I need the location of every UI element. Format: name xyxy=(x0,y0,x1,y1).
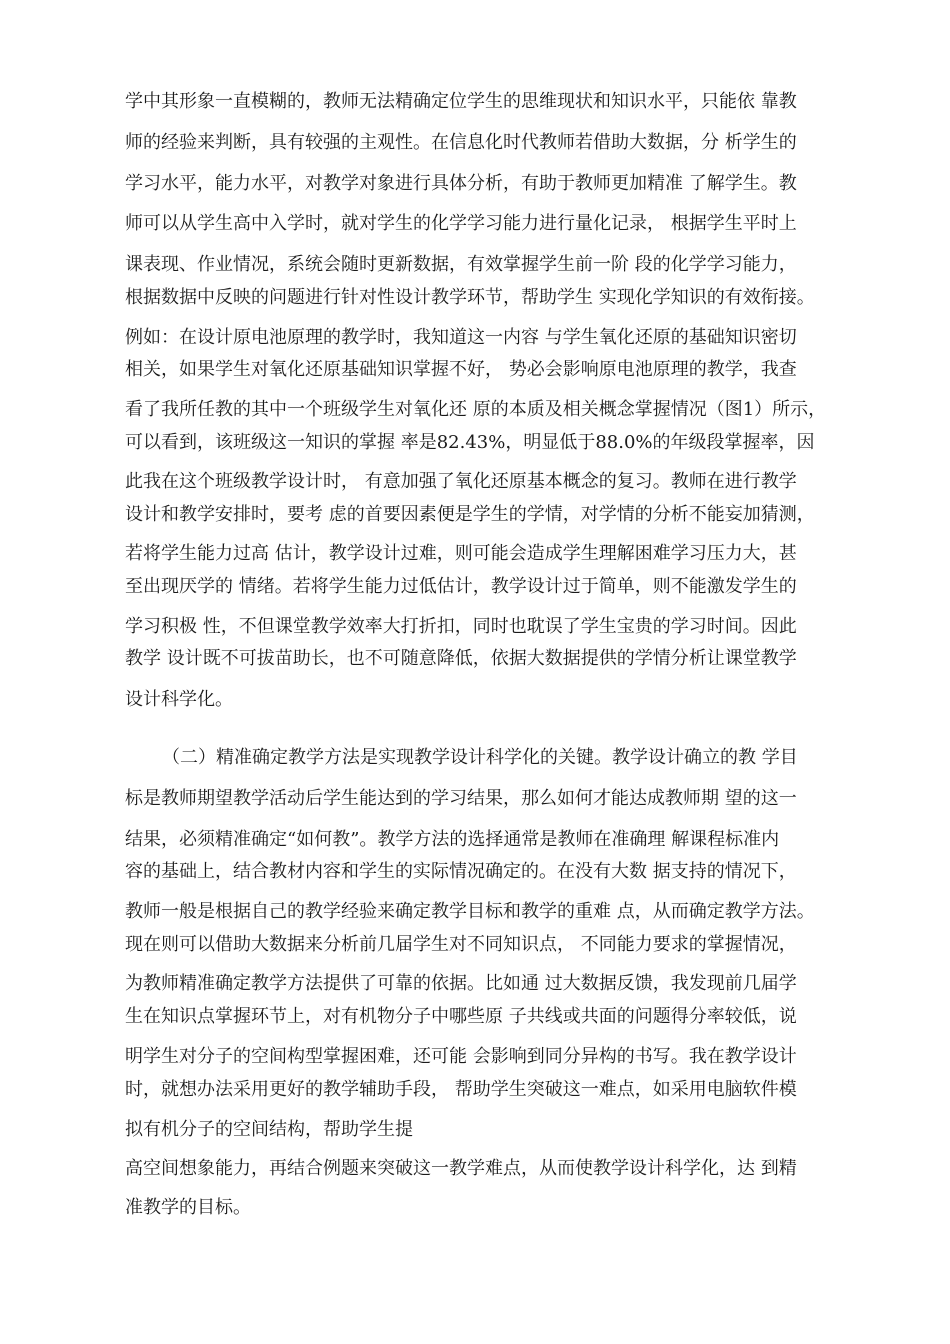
text-line: 学习水平，能力水平，对教学对象进行具体分析，有助于教师更加精准 了解学生。教 xyxy=(125,173,797,194)
text-line: 教学 设计既不可拔苗助长，也不可随意降低，依据大数据提供的学情分析让课堂教学 xyxy=(125,648,797,669)
text-line: 拟有机分子的空间结构，帮助学生提 xyxy=(125,1119,413,1140)
text-line: 根据数据中反映的问题进行针对性设计教学环节，帮助学生 实现化学知识的有效衔接。 xyxy=(125,287,815,308)
text-line: 师的经验来判断，具有较强的主观性。在信息化时代教师若借助大数据，分 析学生的 xyxy=(125,132,797,153)
text-line: 设计和教学安排时，要考 虑的首要因素便是学生的学情，对学情的分析不能妄加猜测， xyxy=(125,504,815,525)
text-line: 设计科学化。 xyxy=(125,689,233,710)
text-line: 此我在这个班级教学设计时， 有意加强了氧化还原基本概念的复习。教师在进行教学 xyxy=(125,471,797,492)
text-line: 学习积极 性，不但课堂教学效率大打折扣，同时也耽误了学生宝贵的学习时间。因此 xyxy=(125,616,797,637)
text-line: 若将学生能力过高 估计，教学设计过难，则可能会造成学生理解困难学习压力大，甚 xyxy=(125,543,797,564)
text-line: 课表现、作业情况，系统会随时更新数据，有效掌握学生前一阶 段的化学学习能力， xyxy=(125,254,797,275)
section-heading-line: （二）精准确定教学方法是实现教学设计科学化的关键。教学设计确立的教 学目 xyxy=(162,747,798,768)
text-line: 准教学的目标。 xyxy=(125,1197,251,1218)
text-line: 容的基础上，结合教材内容和学生的实际情况确定的。在没有大数 据支持的情况下， xyxy=(125,861,797,882)
text-line: 看了我所任教的其中一个班级学生对氧化还 原的本质及相关概念掌握情况（图1）所示， xyxy=(125,399,827,420)
text-line: 时，就想办法采用更好的教学辅助手段， 帮助学生突破这一难点，如采用电脑软件模 xyxy=(125,1079,797,1100)
text-line: 生在知识点掌握环节上，对有机物分子中哪些原 子共线或共面的问题得分率较低，说 xyxy=(125,1006,797,1027)
text-line: 高空间想象能力，再结合例题来突破这一教学难点，从而使教学设计科学化，达 到精 xyxy=(125,1158,797,1179)
text-line: 学中其形象一直模糊的，教师无法精确定位学生的思维现状和知识水平，只能依 靠教 xyxy=(125,91,797,112)
text-line: 现在则可以借助大数据来分析前几届学生对不同知识点， 不同能力要求的掌握情况， xyxy=(125,934,797,955)
text-line: 例如：在设计原电池原理的教学时，我知道这一内容 与学生氧化还原的基础知识密切 xyxy=(125,327,797,348)
text-line: 可以看到，该班级这一知识的掌握 率是82.43%，明显低于88.0%的年级段掌握率，因 xyxy=(125,432,815,453)
text-line: 明学生对分子的空间构型掌握困难，还可能 会影响到同分异构的书写。我在教学设计 xyxy=(125,1046,797,1067)
text-line: 为教师精准确定教学方法提供了可靠的依据。比如通 过大数据反馈，我发现前几届学 xyxy=(125,973,797,994)
text-line: 师可以从学生高中入学时，就对学生的化学学习能力进行量化记录， 根据学生平时上 xyxy=(125,213,797,234)
text-line: 至出现厌学的 情绪。若将学生能力过低估计，教学设计过于简单，则不能激发学生的 xyxy=(125,576,797,597)
text-line: 标是教师期望教学活动后学生能达到的学习结果，那么如何才能达成教师期 望的这一 xyxy=(125,788,797,809)
text-line: 相关，如果学生对氧化还原基础知识掌握不好， 势必会影响原电池原理的教学，我查 xyxy=(125,359,797,380)
text-line: 教师一般是根据自己的教学经验来确定教学目标和教学的重难 点，从而确定教学方法。 xyxy=(125,901,815,922)
text-line: 结果，必须精准确定“如何教”。教学方法的选择通常是教师在准确理 解课程标准内 xyxy=(125,829,780,850)
